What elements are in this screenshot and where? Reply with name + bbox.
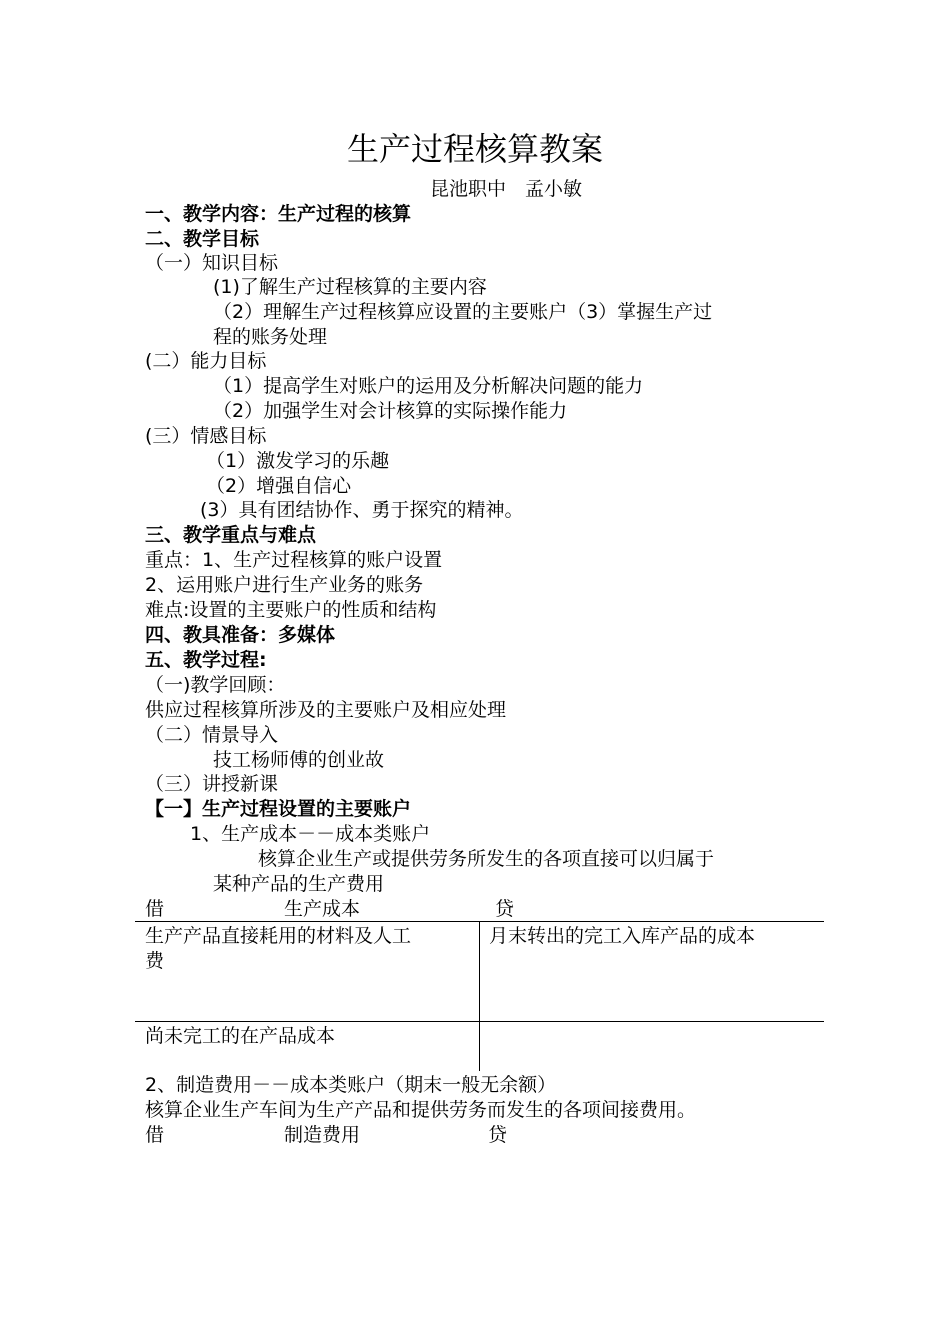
t2-debit-label: 借 — [145, 1124, 165, 1146]
t1-credit-entry: 月末转出的完工入库产品的成本 — [489, 925, 756, 947]
ability-item-2: （2）加强学生对会计核算的实际操作能力 — [213, 400, 568, 422]
t1-debit-label: 借 — [145, 898, 165, 920]
doc-title: 生产过程核算教案 — [346, 130, 603, 168]
t2-account-name: 制造费用 — [284, 1124, 361, 1146]
t1-balance-rule — [135, 1021, 824, 1022]
section-5-heading: 五、教学过程: — [145, 649, 267, 671]
knowledge-item-1: (1)了解生产过程核算的主要内容 — [213, 276, 487, 298]
key-point-2: 2、运用账户进行生产业务的账务 — [145, 574, 424, 596]
account-2-desc: 核算企业生产车间为生产产品和提供劳务而发生的各项间接费用。 — [145, 1099, 697, 1121]
main-accounts-heading: 【一】生产过程设置的主要账户 — [145, 798, 412, 820]
t1-center-rule — [479, 921, 480, 1071]
t2-credit-label: 贷 — [488, 1124, 508, 1146]
emotion-item-2: （2）增强自信心 — [206, 475, 352, 497]
t1-debit-entry-cont: 费 — [145, 950, 165, 972]
account-1-desc-cont: 某种产品的生产费用 — [213, 873, 385, 895]
ability-item-1: （1）提高学生对账户的运用及分析解决问题的能力 — [213, 375, 644, 397]
subsection-knowledge: （一）知识目标 — [145, 252, 279, 274]
t1-credit-label: 贷 — [495, 898, 515, 920]
key-point: 重点：1、生产过程核算的账户设置 — [145, 549, 443, 571]
subsection-emotion: (三）情感目标 — [145, 425, 267, 447]
scenario-heading: （二）情景导入 — [145, 724, 279, 746]
t1-account-name: 生产成本 — [284, 898, 361, 920]
account-1-desc: 核算企业生产或提供劳务所发生的各项直接可以归属于 — [258, 848, 715, 870]
section-4-heading: 四、教具准备：多媒体 — [145, 624, 336, 646]
section-1-heading: 一、教学内容：生产过程的核算 — [145, 203, 412, 225]
account-2-title: 2、制造费用－－成本类账户（期末一般无余额） — [145, 1074, 557, 1096]
author-line: 昆池职中 孟小敏 — [430, 178, 583, 200]
section-3-heading: 三、教学重点与难点 — [145, 524, 317, 546]
review-content: 供应过程核算所涉及的主要账户及相应处理 — [145, 699, 507, 721]
emotion-item-1: （1）激发学习的乐趣 — [206, 450, 390, 472]
new-lesson-heading: （三）讲授新课 — [145, 773, 279, 795]
knowledge-item-2: （2）理解生产过程核算应设置的主要账户（3）掌握生产过 — [213, 301, 713, 323]
knowledge-item-2-cont: 程的账务处理 — [213, 326, 328, 348]
difficult-point: 难点:设置的主要账户的性质和结构 — [145, 599, 437, 621]
section-2-heading: 二、教学目标 — [145, 228, 260, 250]
t1-debit-entry: 生产产品直接耗用的材料及人工 — [145, 925, 412, 947]
subsection-ability: (二）能力目标 — [145, 350, 267, 372]
emotion-item-3: (3）具有团结协作、勇于探究的精神。 — [200, 499, 524, 521]
t1-balance-entry: 尚未完工的在产品成本 — [145, 1025, 336, 1047]
review-heading: （一)教学回顾： — [145, 674, 286, 696]
scenario-content: 技工杨师傅的创业故 — [213, 749, 385, 771]
account-1-title: 1、生产成本－－成本类账户 — [190, 823, 431, 845]
